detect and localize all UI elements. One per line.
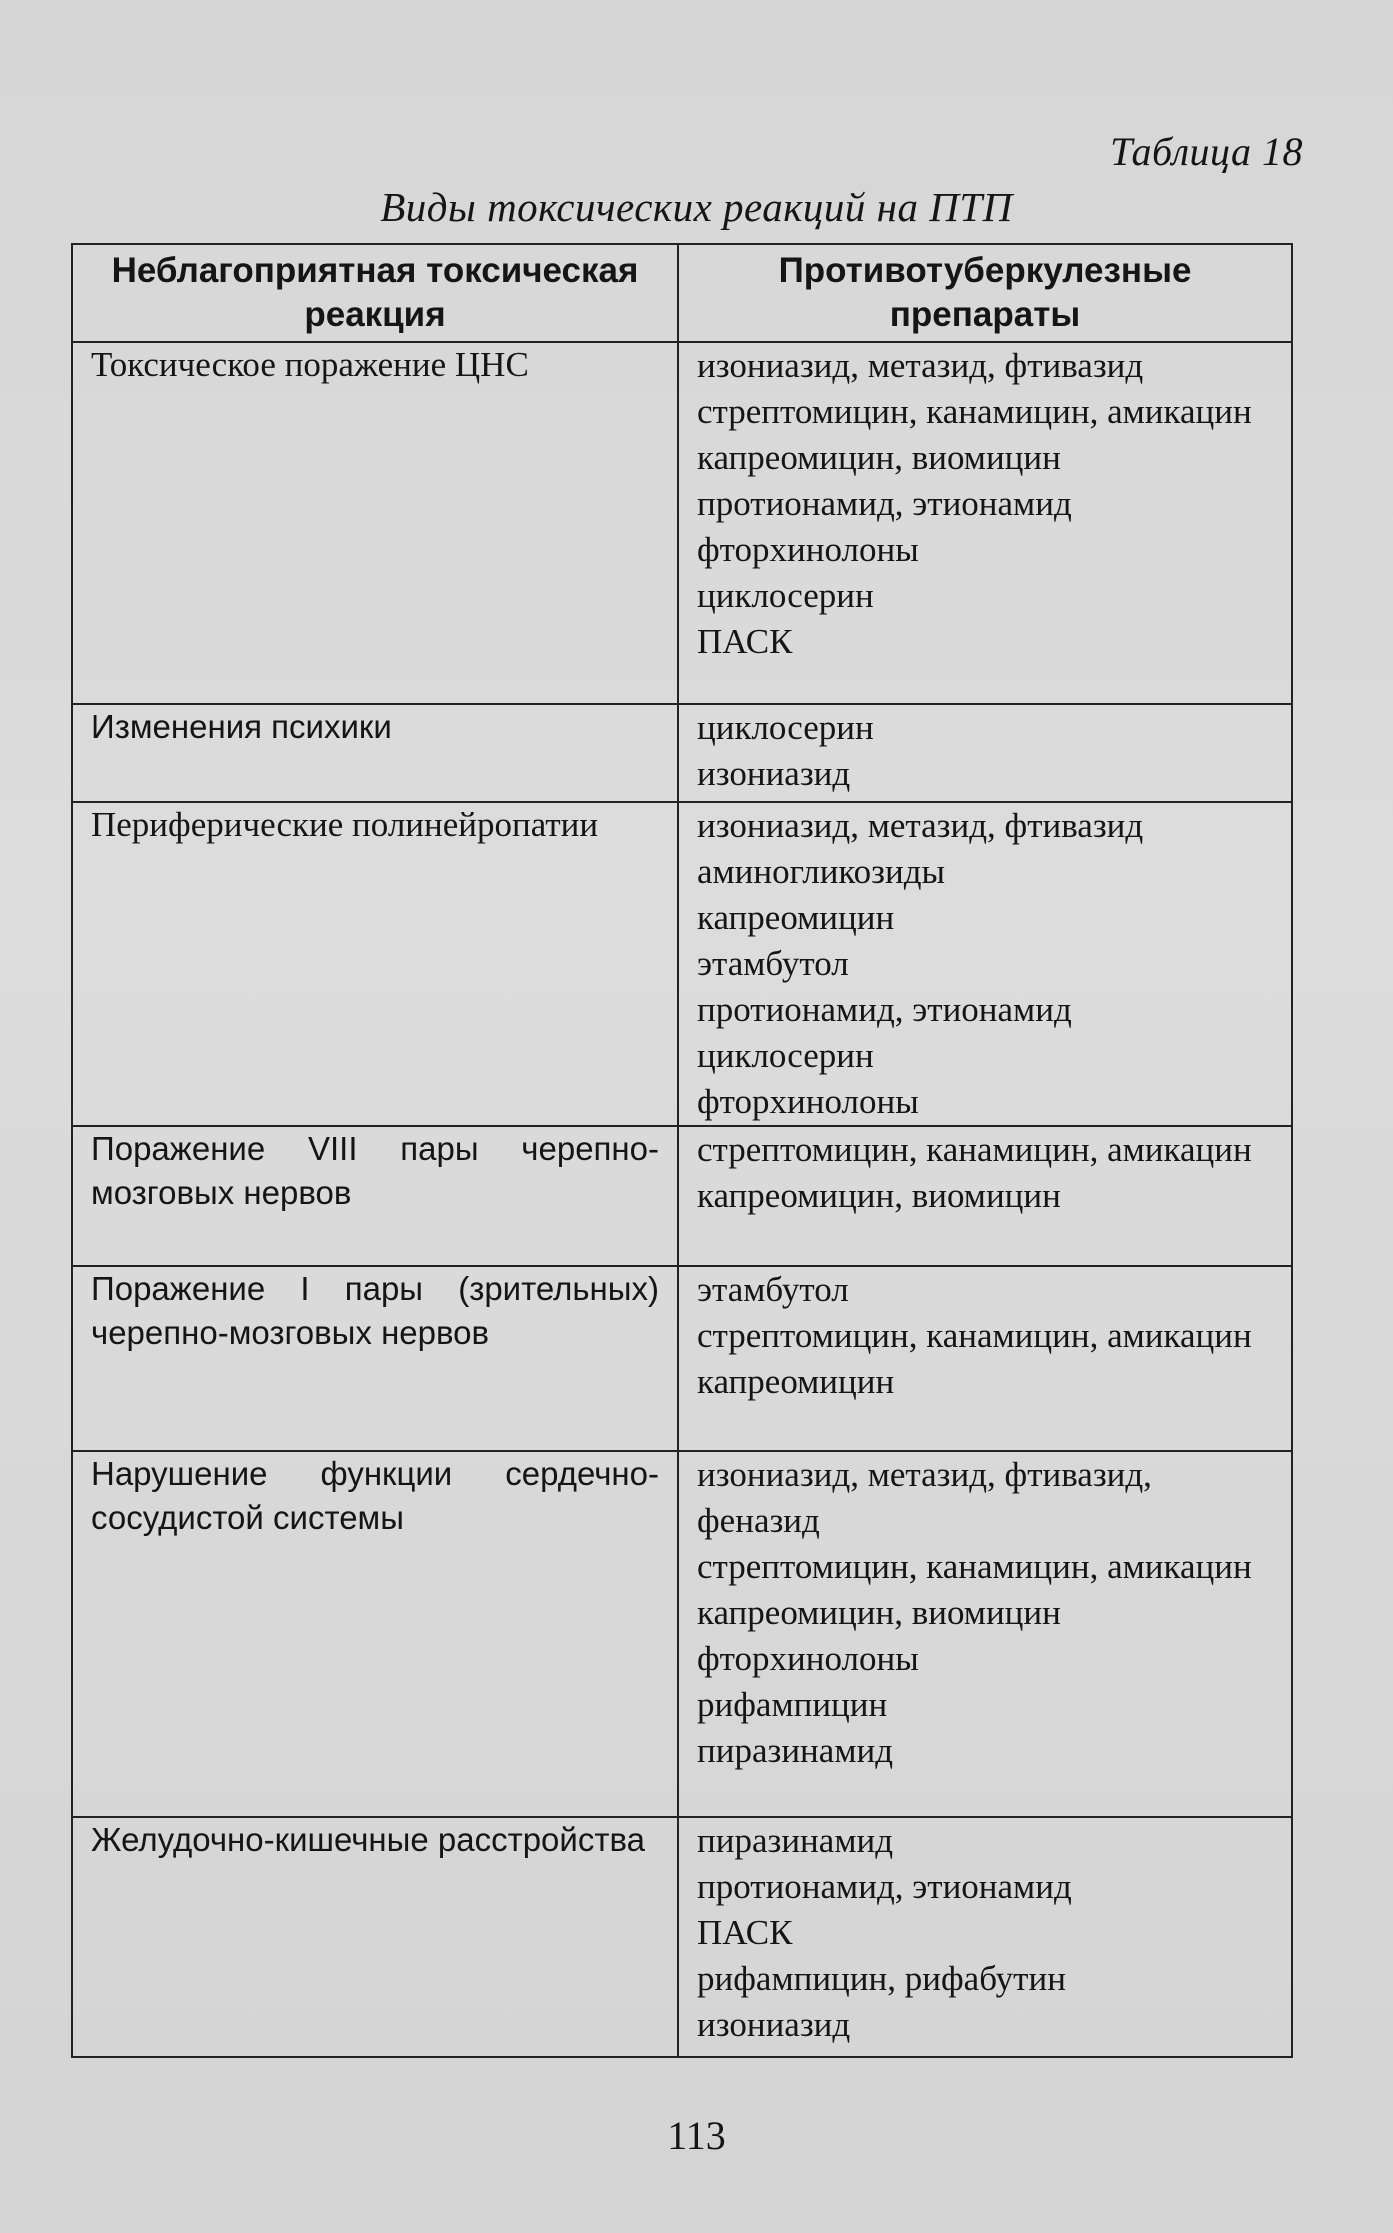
drug-line: изониазид, метазид, фтивазид, феназид	[697, 1455, 1152, 1540]
drug-line: аминогликозиды	[697, 852, 946, 891]
drug-line: изониазид	[697, 2005, 851, 2044]
table-row	[72, 1451, 1292, 1817]
table-header-row	[72, 244, 1292, 342]
reaction-cell: Периферические полинейропатии	[72, 802, 678, 1126]
drug-line: циклосерин	[697, 1036, 874, 1075]
reaction-cell: Поражение VIII пары черепно-мозговых нервов	[72, 1126, 678, 1266]
drug-line: стрептомицин, канамицин, амикацин	[697, 1130, 1252, 1169]
drug-line: рифампицин, рифабутин	[697, 1959, 1066, 1998]
drugs-cell	[678, 342, 1292, 704]
drug-line: этамбутол	[697, 944, 849, 983]
reaction-cell: Нарушение функции сердечно-сосудистой системы	[72, 1451, 678, 1817]
drug-line: протионамид, этионамид	[697, 484, 1072, 523]
drug-line: изониазид, метазид, фтивазид	[697, 346, 1144, 385]
table-row	[72, 802, 1292, 1126]
reaction-cell: Желудочно-кишечные расстройства	[72, 1817, 678, 2057]
table-row	[72, 704, 1292, 802]
header-drugs: Противотуберкулезные препараты	[678, 244, 1292, 342]
drug-line: изониазид, метазид, фтивазид	[697, 806, 1144, 845]
reaction-cell: Изменения психики	[72, 704, 678, 802]
drugs-cell	[678, 1266, 1292, 1451]
toxic-reactions-table	[71, 243, 1293, 2058]
drug-line: фторхинолоны	[697, 1639, 919, 1678]
page-number: 113	[667, 2113, 726, 2158]
drug-line: ПАСК	[697, 1913, 793, 1952]
drug-line: циклосерин	[697, 708, 874, 747]
drug-line: фторхинолоны	[697, 530, 919, 569]
drug-line: стрептомицин, канамицин, амикацин	[697, 1547, 1252, 1586]
drug-line: пиразинамид	[697, 1731, 894, 1770]
table-row	[72, 1126, 1292, 1266]
table-row	[72, 1817, 1292, 2057]
drug-line: протионамид, этионамид	[697, 1867, 1072, 1906]
drug-line: пиразинамид	[697, 1821, 894, 1860]
drug-line: капреомицин, виомицин	[697, 1176, 1061, 1215]
drug-line: ПАСК	[697, 622, 793, 661]
table-title: Виды токсических реакций на ПТП	[380, 184, 1013, 230]
drug-line: стрептомицин, канамицин, амикацин	[697, 1316, 1252, 1355]
header-reaction: Неблагоприятная токсическая реакция	[72, 244, 678, 342]
drug-line: изониазид	[697, 754, 851, 793]
drug-line: капреомицин, виомицин	[697, 1593, 1061, 1632]
drug-line: капреомицин	[697, 898, 895, 937]
table-row	[72, 342, 1292, 704]
drug-line: этамбутол	[697, 1270, 849, 1309]
drug-line: капреомицин, виомицин	[697, 438, 1061, 477]
drugs-cell	[678, 1451, 1292, 1817]
drug-line: циклосерин	[697, 576, 874, 615]
drug-line: протионамид, этионамид	[697, 990, 1072, 1029]
drug-line: капреомицин	[697, 1362, 895, 1401]
drug-line: рифампицин	[697, 1685, 888, 1724]
table-caption: Таблица 18	[1110, 129, 1303, 174]
drug-line: фторхинолоны	[697, 1082, 919, 1121]
drugs-cell	[678, 802, 1292, 1126]
drug-line: стрептомицин, канамицин, амикацин	[697, 392, 1252, 431]
drugs-cell	[678, 704, 1292, 802]
reaction-cell: Поражение I пары (зрительных) черепно-мозговых нервов	[72, 1266, 678, 1451]
drugs-cell	[678, 1817, 1292, 2057]
table-row	[72, 1266, 1292, 1451]
reaction-cell: Токсическое поражение ЦНС	[72, 342, 678, 704]
drugs-cell	[678, 1126, 1292, 1266]
